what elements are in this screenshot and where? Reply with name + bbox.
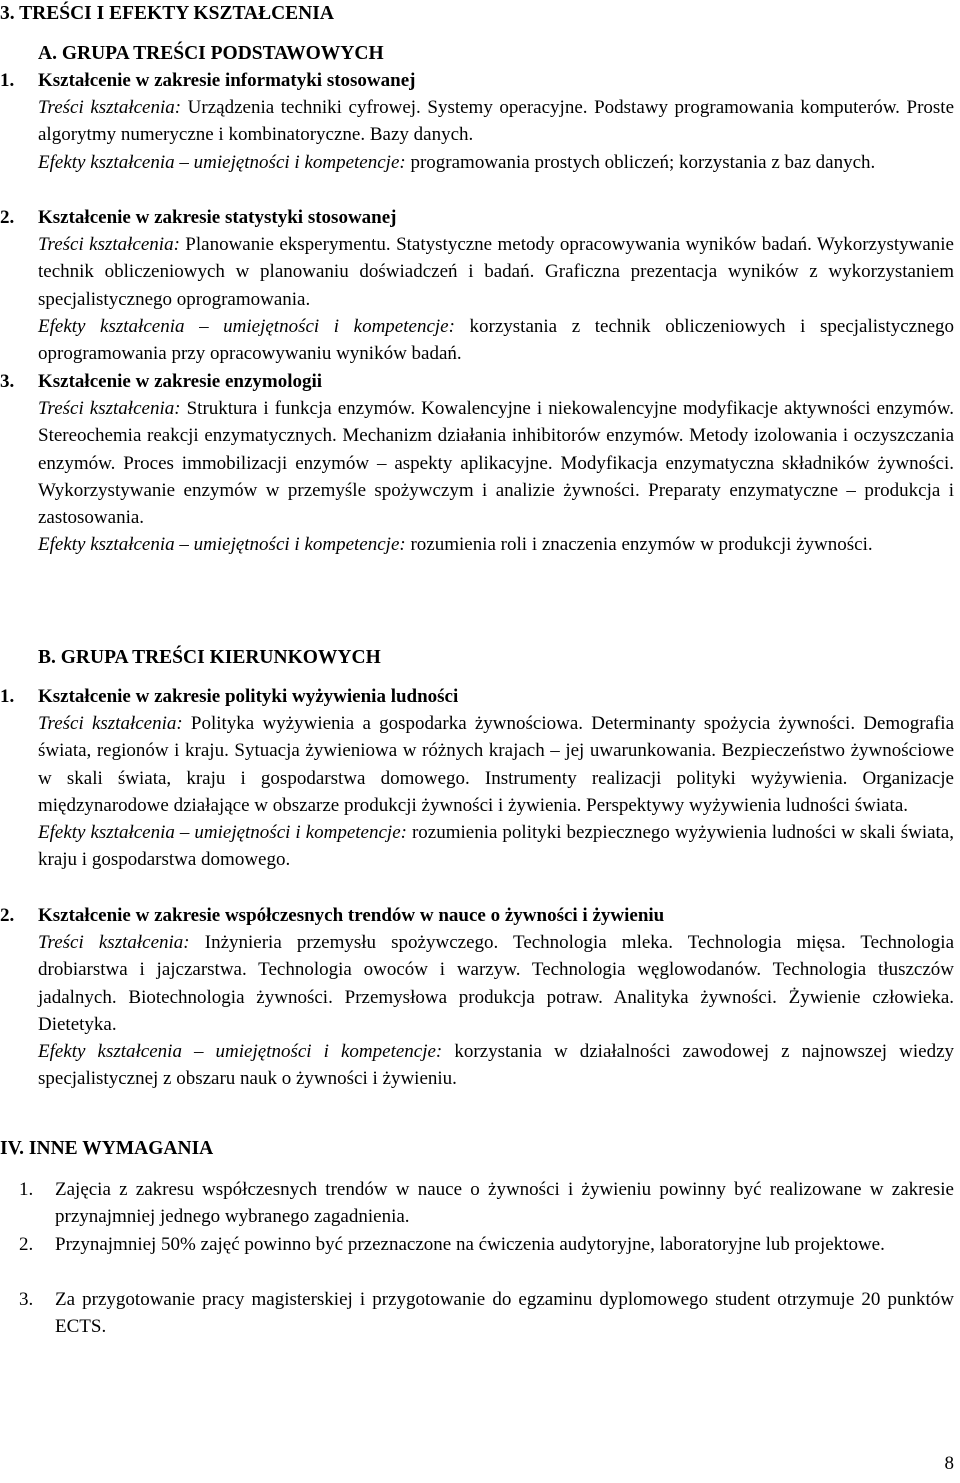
content-text: Planowanie eksperymentu. Statystyczne metody opracowywania wyników badań. Wykorzystywanie technik obliczeniowych w planowaniu doświadczeń i badań. Graficzna prezentacja wyników z wykorzystaniem specjalistycznego oprogramowania.: [38, 234, 954, 310]
effects-label: Efekty kształcenia – umiejętności i kompetencje:: [38, 822, 407, 844]
item-title: Kształcenie w zakresie polityki wyżywienia ludności: [38, 686, 459, 707]
requirement-number: 2.: [19, 1234, 34, 1255]
effects-label: Efekty kształcenia – umiejętności i kompetencje:: [38, 534, 406, 556]
effects-text: programowania prostych obliczeń; korzystania z baz danych.: [405, 151, 876, 173]
content-text: Inżynieria przemysłu spożywczego. Technologia mleka. Technologia mięsa. Technologia drobiarstwa i jajczarstwa. Technologia owoców i warzyw. Technologia węglowodanów. Technologia tłuszczów jadalnych. Biotechnologia żywności. Przemysłowa produkcja potraw. Analityka żywności. Żywienie człowieka. Dietetyka.: [38, 932, 954, 1035]
item-number: 3.: [0, 371, 15, 392]
content-text: Urządzenia techniki cyfrowej. Systemy operacyjne. Podstawy programowania komputerów. Proste algorytmy numeryczne i kombinatoryczne. Bazy danych.: [38, 97, 955, 146]
item-number: 2.: [0, 905, 15, 926]
item-number: 1.: [0, 686, 15, 707]
requirement-item-1: [19, 1176, 954, 1230]
content-label: Treści kształcenia:: [38, 713, 183, 735]
group-a-item-1: [0, 67, 955, 176]
main-heading: 3. TREŚCI I EFEKTY KSZTAŁCENIA: [0, 3, 334, 24]
item-title: Kształcenie w zakresie statystyki stosowanej: [38, 207, 397, 228]
item-title: Kształcenie w zakresie współczesnych trendów w nauce o żywności i żywieniu: [38, 905, 665, 926]
content-text: Struktura i funkcja enzymów. Kowalencyjne i niekowalencyjne modyfikacje aktywności enzymów. Stereochemia reakcji enzymatycznych. Mechanizm działania inhibitorów enzymów. Metody izolowania i oczyszczania enzymów. Proces immobilizacji enzymów – aspekty aplikacyjne. Modyfikacja enzymatyczna składników żywności. Wykorzystywanie enzymów w przemyśle spożywczym i analizie żywności. Preparaty enzymatyczne – produkcja i zastosowania.: [38, 398, 954, 529]
effects-label: Efekty kształcenia – umiejętności i kompetencje:: [38, 1041, 443, 1063]
content-label: Treści kształcenia:: [38, 932, 190, 954]
requirement-item-2: [19, 1231, 954, 1258]
item-title: Kształcenie w zakresie enzymologii: [38, 371, 323, 392]
requirement-number: 1.: [19, 1179, 34, 1200]
content-text: Polityka wyżywienia a gospodarka żywnościowa. Determinanty spożycia żywności. Demografia świata, regionów i kraju. Sytuacja żywieniowa w różnych krajach – jej uwarunkowania. Bezpieczeństwo żywnościowe w skali świata, kraju i gospodarstwa domowego. Instrumenty realizacji polityki wyżywienia. Organizacje międzynarodowe działające w obszarze produkcji żywności i żywienia. Perspektywy wyżywienia ludności świata.: [38, 713, 955, 816]
content-label: Treści kształcenia:: [38, 97, 182, 119]
other-requirements-title: IV. INNE WYMAGANIA: [0, 1138, 214, 1159]
content-label: Treści kształcenia:: [38, 234, 180, 256]
effects-label: Efekty kształcenia – umiejętności i kompetencje:: [38, 315, 455, 337]
page-number: 8: [944, 1453, 954, 1474]
effects-text: korzystania z technik obliczeniowych i specjalistycznego oprogramowania przy opracowywaniu wyników badań.: [38, 315, 954, 365]
item-number: 2.: [0, 207, 15, 228]
group-b-title: B. GRUPA TREŚCI KIERUNKOWYCH: [38, 647, 381, 668]
item-number: 1.: [0, 70, 15, 91]
group-a-title: A. GRUPA TREŚCI PODSTAWOWYCH: [38, 43, 384, 64]
effects-label: Efekty kształcenia – umiejętności i kompetencje:: [38, 151, 406, 173]
requirement-number: 3.: [19, 1289, 34, 1310]
requirement-text: Za przygotowanie pracy magisterskiej i przygotowanie do egzaminu dyplomowego student otrzymuje 20 punktów ECTS.: [55, 1289, 954, 1338]
group-a-item-2: [0, 204, 954, 367]
item-title: Kształcenie w zakresie informatyki stosowanej: [38, 70, 416, 91]
requirement-text: Zajęcia z zakresu współczesnych trendów w nauce o żywności i żywieniu powinny być realizowane w zakresie przynajmniej jednego wybranego zagadnienia.: [55, 1179, 954, 1228]
group-a-item-3: [0, 368, 954, 558]
effects-text: korzystania w działalności zawodowej z najnowszej wiedzy specjalistycznej z obszaru nauk o żywności i żywieniu.: [38, 1041, 954, 1090]
effects-text: rozumienia polityki bezpiecznego wyżywienia ludności w skali świata, kraju i gospodarstwa domowego.: [38, 822, 954, 871]
requirement-text: Przynajmniej 50% zajęć powinno być przeznaczone na ćwiczenia audytoryjne, laboratoryjne lub projektowe.: [55, 1234, 885, 1255]
requirement-item-3: [19, 1286, 954, 1340]
content-label: Treści kształcenia:: [38, 398, 181, 420]
effects-text: rozumienia roli i znaczenia enzymów w produkcji żywności.: [405, 534, 873, 556]
group-b-item-2: [0, 902, 954, 1092]
group-b-item-1: [0, 683, 955, 873]
